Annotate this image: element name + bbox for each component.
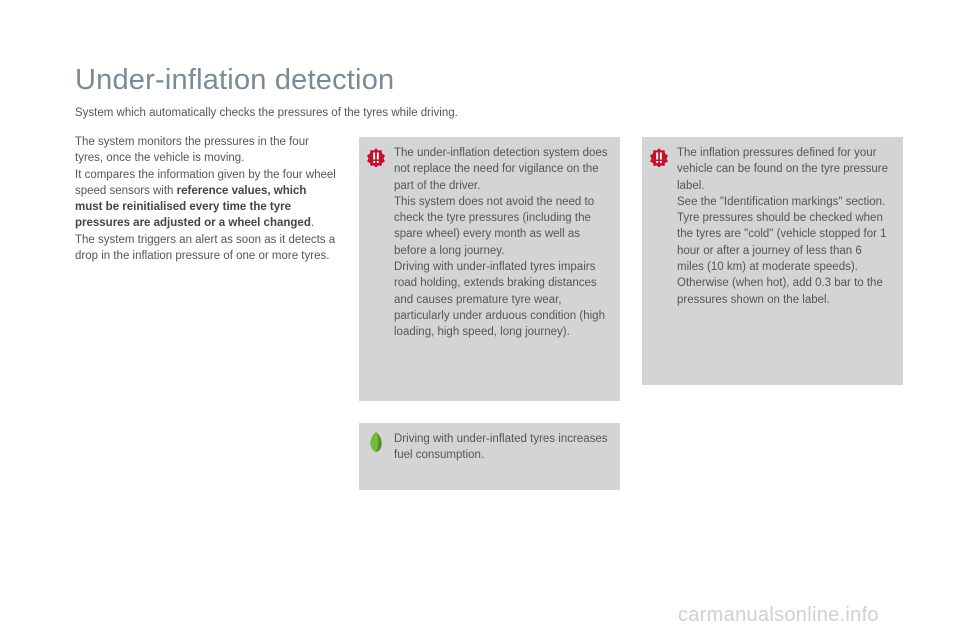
warning-box-2 <box>642 137 903 385</box>
warning-box-2-text <box>677 145 891 308</box>
warning-box-1-text <box>394 145 608 341</box>
warning-box-1-para-3: Driving with under-inflated tyres impairs road holding, extends braking distances and causes premature tyre wear, particularly under arduous condition (high loading, high speed, long journey). <box>394 261 605 339</box>
warning-box-2-para-2: See the "Identification markings" section. <box>677 195 886 208</box>
page-title: Under-inflation detection <box>75 64 395 96</box>
intro-paragraph-3: The system triggers an alert as soon as it detects a drop in the inflation pressure of one or more tyres. <box>75 233 336 263</box>
warning-box-2-para-3: Tyre pressures should be checked when the tyres are "cold" (vehicle stopped for 1 hour or after a journey of less than 6 miles (10 km) at moderate speeds). <box>677 212 887 274</box>
intro-paragraph-2-bold: reference values, which must be reinitialised every time the tyre pressures are adjusted or a wheel changed <box>75 184 311 230</box>
warning-box-1 <box>359 137 620 401</box>
intro-paragraph-2 <box>75 167 337 232</box>
page-subtitle: System which automatically checks the pressures of the tyres while driving. <box>75 107 458 119</box>
intro-paragraph-2-end: . <box>310 217 315 230</box>
eco-leaf-icon <box>368 431 384 453</box>
intro-paragraph-1: The system monitors the pressures in the four tyres, once the vehicle is moving. <box>75 136 309 165</box>
eco-box <box>359 423 620 490</box>
warning-box-1-para-2: This system does not avoid the need to check the tyre pressures (including the spare wheel) every month as well as before a long journey. <box>394 195 595 257</box>
warning-icon <box>649 147 669 167</box>
warning-box-2-para-4: Otherwise (when hot), add 0.3 bar to the pressures shown on the label. <box>677 277 883 306</box>
intro-text <box>75 134 337 264</box>
warning-box-2-para-1: The inflation pressures defined for your vehicle can be found on the tyre pressure label. <box>677 147 888 192</box>
watermark: carmanualsonline.info <box>678 604 879 626</box>
warning-box-1-para-1: The under-inflation detection system does not replace the need for vigilance on the part of the driver. <box>394 147 608 192</box>
intro-paragraph-2-start: It compares the information given by the four wheel speed sensors with <box>75 168 336 197</box>
warning-icon <box>366 147 386 167</box>
eco-box-text: Driving with under-inflated tyres increases fuel consumption. <box>394 433 608 462</box>
